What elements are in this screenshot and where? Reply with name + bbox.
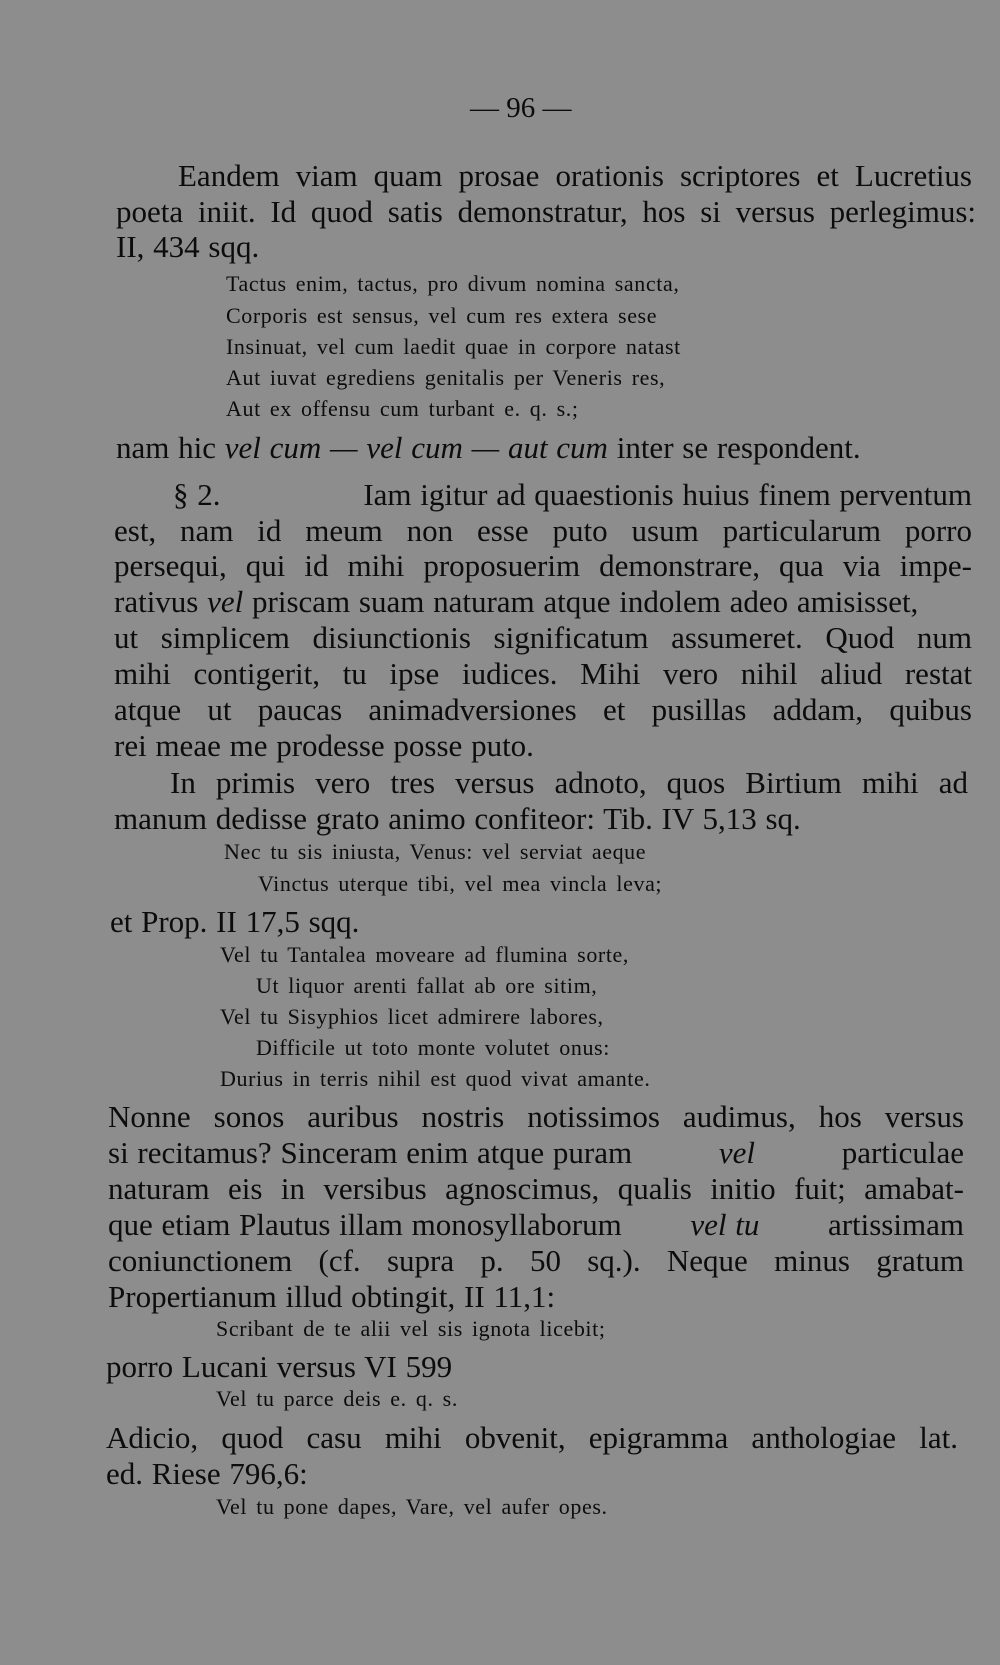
verse-line: Tactus enim, tactus, pro divum nomina sancta, [226,271,680,296]
body-line [114,550,972,581]
text: si recitamus? Sinceram enim atque puram [108,1135,633,1170]
body-line: Propertianum illud obtingit, II 11,1: [108,1279,556,1314]
verse-line: Durius in terris nihil est quod vivat amante. [220,1066,651,1091]
text: mihi contigerit, tu ipse iudices. Mihi vero nihil aliud restat [114,656,972,691]
text: naturam eis in versibus agnoscimus, qualis initio fuit; amabat- [108,1171,964,1206]
body-line [106,1422,958,1453]
body-line: rei meae me prodesse posse puto. [114,728,534,763]
verse-line: Vel tu Sisyphios licet admirere labores, [220,1004,604,1029]
italic-text: vel cum [224,430,322,465]
text: Nonne sonos auribus nostris notissimos audimus, hos versus [108,1099,964,1134]
text: In primis vero tres versus adnoto, quos Birtium mihi ad [170,765,968,800]
text: est, nam id meum non esse puto usum particularum porro [114,513,972,548]
text: Iam igitur ad quaestionis huius finem perventum [363,477,972,512]
body-line [114,515,972,546]
verse-line: Vinctus uterque tibi, vel mea vincla leva; [258,871,663,896]
body-line: II, 434 sqq. [116,229,260,264]
body-line [108,1245,964,1276]
section-heading-line [173,479,972,510]
italic-text: — aut cum [471,430,608,465]
text: Adicio, quod casu mihi obvenit, epigramma anthologiae lat. [106,1420,958,1455]
body-line [108,1209,964,1240]
verse-line: Aut ex offensu cum turbant e. q. s.; [226,396,579,421]
verse-line: Aut iuvat egrediens genitalis per Veneris res, [226,365,666,390]
text: inter se respondent. [616,430,861,465]
body-line [114,622,972,653]
text: Eandem viam quam prosae orationis scriptores et Lucretius [178,158,972,193]
body-line [108,1137,964,1168]
text: atque ut paucas animadversiones et pusillas addam, quibus [114,692,972,727]
body-line: ed. Riese 796,6: [106,1456,308,1491]
body-line [116,196,976,227]
section-sign: § 2. [173,477,221,512]
verse-line: Difficile ut toto monte volutet onus: [256,1035,610,1060]
body-line: et Prop. II 17,5 sqq. [110,904,360,939]
body-line [108,1173,964,1204]
italic-text: — vel cum [330,430,463,465]
text: priscam suam naturam atque indolem adeo amisisset, [252,584,919,619]
text: artissimam [827,1207,964,1242]
verse-line: Vel tu parce deis e. q. s. [216,1386,458,1411]
text: coniunctionem (cf. supra p. 50 sq.). Neque minus gratum [108,1243,964,1278]
italic-text: vel tu [690,1207,760,1242]
body-line [178,160,972,191]
text: ut simplicem disiunctionis significatum assumeret. Quod num [114,620,972,655]
verse-line: Vel tu Tantalea moveare ad flumina sorte, [220,942,630,967]
verse-line: Vel tu pone dapes, Vare, vel aufer opes. [216,1494,608,1519]
body-line [114,694,972,725]
text: nam hic [116,430,216,465]
italic-text: vel [718,1135,755,1170]
verse-line: Scribant de te alii vel sis ignota licebit; [216,1316,606,1341]
text: persequi, qui id mihi proposuerim demonstrare, qua via impe- [114,548,972,583]
verse-line: Ut liquor arenti fallat ab ore sitim, [256,973,598,998]
text: poeta iniit. Id quod satis demonstratur, hos si versus perlegimus: [116,194,976,229]
verse-line: Insinuat, vel cum laedit quae in corpore natast [226,334,681,359]
italic-text: vel [207,584,244,619]
verse-line: Corporis est sensus, vel cum res extera sese [226,303,658,328]
body-line [108,1101,964,1132]
text: rativus [114,584,199,619]
body-line [114,658,972,689]
text: particulae [841,1135,964,1170]
body-line [170,767,968,798]
verse-line: Nec tu sis iniusta, Venus: vel serviat aeque [224,839,647,864]
body-line: porro Lucani versus VI 599 [106,1349,453,1384]
text: que etiam Plautus illam monosyllaborum [108,1207,622,1242]
body-line [114,586,918,617]
body-line [116,432,861,463]
page-number: — 96 — [470,92,572,124]
body-line: manum dedisse grato animo confiteor: Tib. IV 5,13 sq. [114,801,801,836]
